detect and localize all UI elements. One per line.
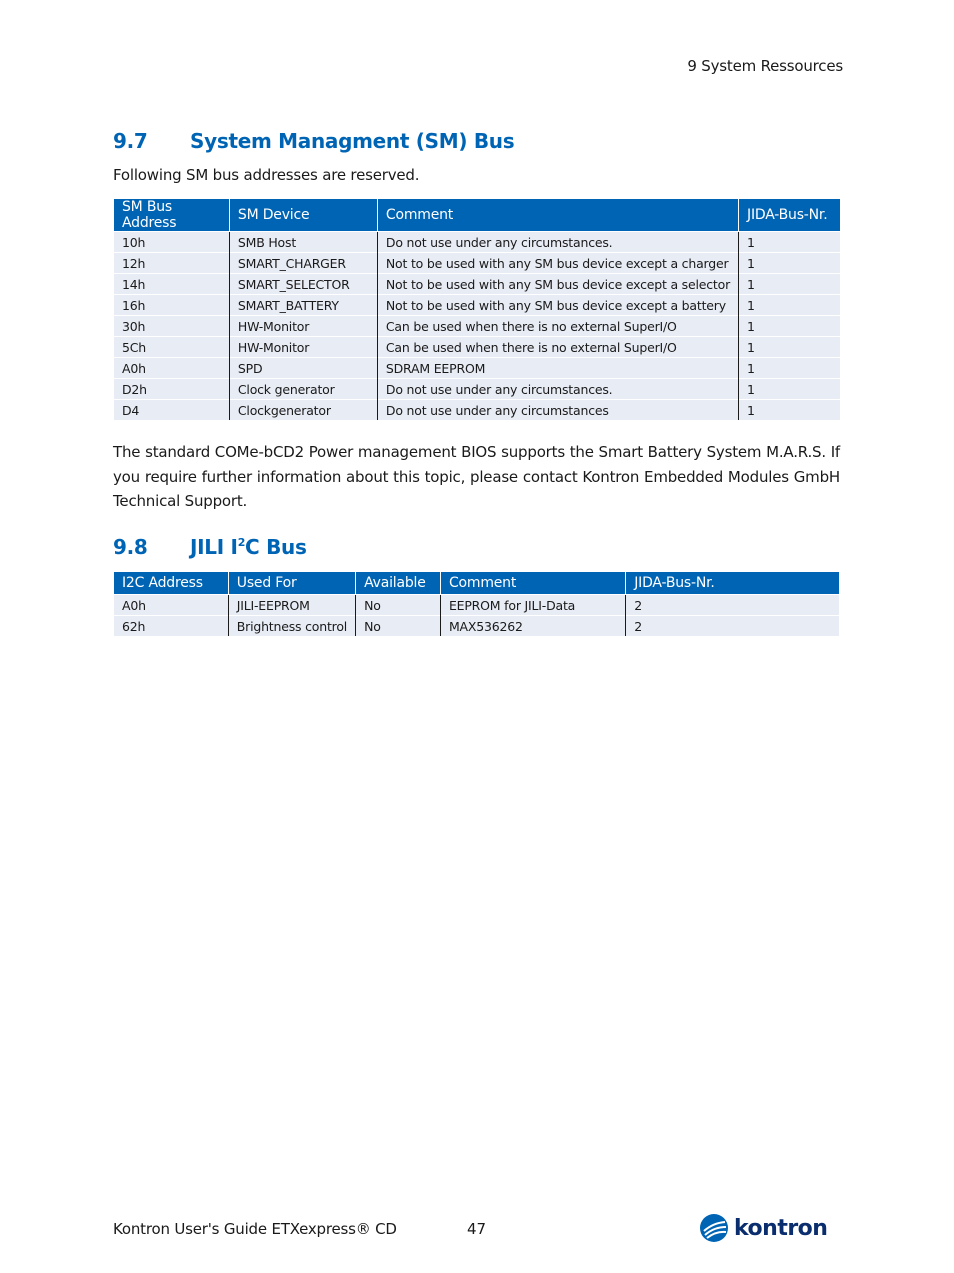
table-cell: 1 bbox=[739, 295, 840, 316]
sm-bus-table bbox=[114, 199, 840, 420]
section-number: 9.8 bbox=[113, 535, 148, 559]
section-heading-9-7 bbox=[113, 129, 514, 153]
table-cell: Can be used when there is no external SuperI/O bbox=[377, 316, 738, 337]
table-cell: 1 bbox=[739, 379, 840, 400]
table-header-row bbox=[114, 199, 840, 232]
section-title-part: JILI I bbox=[190, 535, 238, 559]
column-header: Available bbox=[356, 572, 441, 595]
table-cell: A0h bbox=[114, 358, 229, 379]
table-cell: 10h bbox=[114, 232, 229, 253]
table-row bbox=[114, 295, 840, 316]
section-heading-9-8 bbox=[113, 535, 307, 559]
column-header: SM Device bbox=[229, 199, 377, 232]
table-cell: 1 bbox=[739, 274, 840, 295]
table-cell: 1 bbox=[739, 400, 840, 421]
kontron-logo-icon bbox=[699, 1213, 729, 1243]
table-cell: 5Ch bbox=[114, 337, 229, 358]
table-cell: SMART_CHARGER bbox=[229, 253, 377, 274]
column-header: Comment bbox=[440, 572, 625, 595]
table-row bbox=[114, 253, 840, 274]
table-cell: 30h bbox=[114, 316, 229, 337]
table-cell: SMART_BATTERY bbox=[229, 295, 377, 316]
table-cell: SPD bbox=[229, 358, 377, 379]
table-cell: 1 bbox=[739, 232, 840, 253]
kontron-logo bbox=[699, 1213, 827, 1243]
column-header: JIDA-Bus-Nr. bbox=[626, 572, 839, 595]
column-header: SM Bus Address bbox=[114, 199, 229, 232]
page-number: 47 bbox=[467, 1220, 487, 1238]
table-row bbox=[114, 274, 840, 295]
table-cell: Can be used when there is no external SuperI/O bbox=[377, 337, 738, 358]
intro-text: Following SM bus addresses are reserved. bbox=[113, 166, 420, 184]
table-cell: 14h bbox=[114, 274, 229, 295]
table-cell: 1 bbox=[739, 358, 840, 379]
table-cell: Not to be used with any SM bus device except a charger bbox=[377, 253, 738, 274]
table-cell: SMART_SELECTOR bbox=[229, 274, 377, 295]
table-cell: Do not use under any circumstances bbox=[377, 400, 738, 421]
table-row bbox=[114, 232, 840, 253]
table-row bbox=[114, 616, 839, 637]
table-cell: Clock generator bbox=[229, 379, 377, 400]
column-header: Used For bbox=[228, 572, 355, 595]
table-row bbox=[114, 358, 840, 379]
kontron-wordmark: kontron bbox=[734, 1215, 828, 1241]
table-cell: No bbox=[356, 616, 441, 637]
table-cell: No bbox=[356, 595, 441, 616]
table-cell: MAX536262 bbox=[440, 616, 625, 637]
table-cell: 1 bbox=[739, 337, 840, 358]
table-cell: D4 bbox=[114, 400, 229, 421]
table-cell: JILI-EEPROM bbox=[228, 595, 355, 616]
table-cell: 1 bbox=[739, 253, 840, 274]
table-cell: D2h bbox=[114, 379, 229, 400]
table-cell: Do not use under any circumstances. bbox=[377, 379, 738, 400]
table-row bbox=[114, 379, 840, 400]
column-header: JIDA-Bus-Nr. bbox=[739, 199, 840, 232]
table-cell: EEPROM for JILI-Data bbox=[440, 595, 625, 616]
table-cell: SDRAM EEPROM bbox=[377, 358, 738, 379]
table-cell: HW-Monitor bbox=[229, 337, 377, 358]
section-title: System Managment (SM) Bus bbox=[190, 129, 515, 153]
table-cell: 2 bbox=[626, 595, 839, 616]
section-title-superscript: 2 bbox=[237, 536, 246, 549]
i2c-bus-table bbox=[114, 572, 839, 636]
table-row bbox=[114, 400, 840, 421]
section-number: 9.7 bbox=[113, 129, 148, 153]
table-row bbox=[114, 337, 840, 358]
table-cell: Not to be used with any SM bus device except a selector bbox=[377, 274, 738, 295]
column-header: I2C Address bbox=[114, 572, 228, 595]
footer-guide-title: Kontron User's Guide ETXexpress® CD bbox=[113, 1220, 397, 1238]
table-cell: A0h bbox=[114, 595, 228, 616]
table-cell: Brightness control bbox=[228, 616, 355, 637]
table-cell: SMB Host bbox=[229, 232, 377, 253]
table-cell: 62h bbox=[114, 616, 228, 637]
running-header: 9 System Ressources bbox=[687, 57, 843, 75]
table-cell: 1 bbox=[739, 316, 840, 337]
table-cell: 12h bbox=[114, 253, 229, 274]
table-header-row bbox=[114, 572, 839, 595]
table-cell: Clockgenerator bbox=[229, 400, 377, 421]
table-cell: 16h bbox=[114, 295, 229, 316]
table-cell: Do not use under any circumstances. bbox=[377, 232, 738, 253]
body-paragraph: The standard COMe-bCD2 Power management BIOS supports the Smart Battery System M.A.R.S. If you require further information about this topic, please contact Kontron Embedded Modules GmbH Technical Support. bbox=[113, 443, 840, 510]
table-cell: 2 bbox=[626, 616, 839, 637]
section-title-part: C Bus bbox=[245, 535, 307, 559]
table-row bbox=[114, 316, 840, 337]
column-header: Comment bbox=[377, 199, 738, 232]
table-cell: HW-Monitor bbox=[229, 316, 377, 337]
table-cell: Not to be used with any SM bus device except a battery bbox=[377, 295, 738, 316]
table-row bbox=[114, 595, 839, 616]
